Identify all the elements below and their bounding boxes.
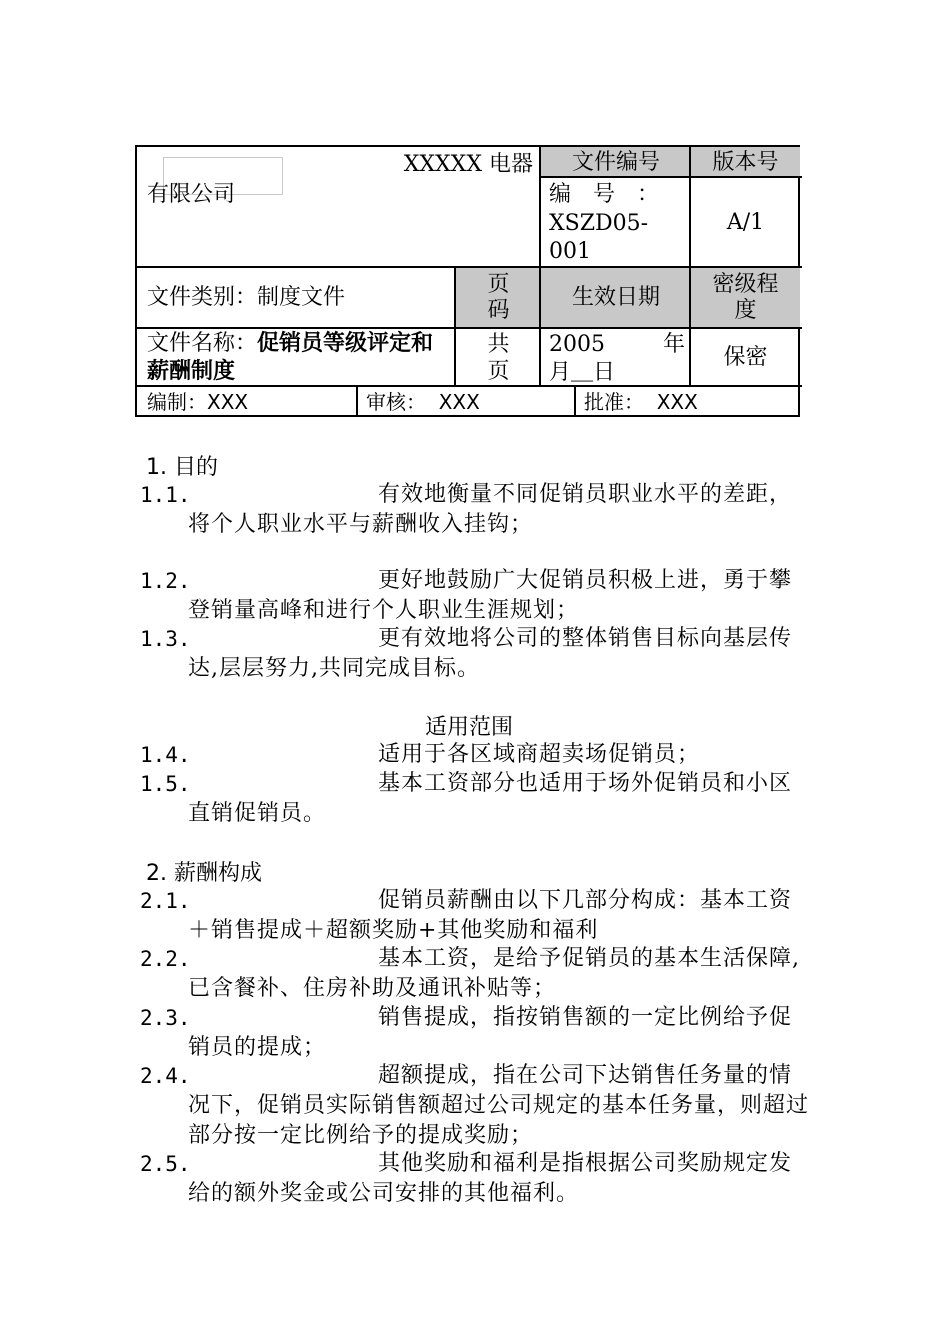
document-name-value: 促销员等级评定和薪酬制度: [147, 331, 434, 384]
list-item: [140, 566, 810, 626]
item-number: 1.5.: [140, 772, 191, 796]
item-text: 基本工资部分也适用于场外促销员和小区直销促销员。: [188, 771, 793, 826]
item-number: 2.4.: [140, 1064, 191, 1088]
prepared-by: 编制：XXX: [147, 390, 249, 414]
list-item: [140, 1003, 810, 1063]
total-pages: 共页: [487, 332, 510, 384]
item-text: 超额提成，指在公司下达销售任务量的情况下，促销员实际销售额超过公司规定的基本任务量，则超过部分按一定比例给予的提成奖励；: [188, 1063, 810, 1148]
item-text: 有效地衡量不同促销员职业水平的差距，将个人职业水平与薪酬收入挂钩；: [188, 482, 793, 537]
list-item: [140, 740, 810, 770]
item-text: 基本工资，是给予促销员的基本生活保障,已含餐补、住房补助及通讯补贴等；: [188, 946, 800, 1001]
item-number: 2.3.: [140, 1006, 191, 1030]
list-item: [140, 769, 810, 829]
section-title: 1. 目的: [146, 455, 218, 480]
page-label: 页码: [456, 268, 541, 327]
approved-by: 批准： XXX: [584, 390, 698, 414]
company-name-line1: XXXXX 电器: [403, 152, 533, 177]
security-level-header: 密级程度: [691, 268, 800, 327]
doc-number-label: 编 号 ：: [549, 182, 660, 207]
effective-date-value: 2005 年月＿日: [549, 332, 685, 385]
item-number: 1.3.: [140, 627, 191, 651]
item-text: 更好地鼓励广大促销员积极上进，勇于攀登销量高峰和进行个人职业生涯规划；: [188, 568, 793, 623]
version-header: 版本号: [691, 147, 800, 178]
divider: [574, 385, 576, 417]
divider: [356, 385, 358, 417]
effective-date-header: 生效日期: [541, 268, 691, 327]
list-item: [140, 1061, 810, 1151]
item-text: 其他奖励和福利是指根据公司奖励规定发给的额外奖金或公司安排的其他福利。: [188, 1151, 793, 1206]
list-item: [140, 624, 810, 684]
divider: [137, 385, 802, 387]
item-text: 销售提成，指按销售额的一定比例给予促销员的提成；: [188, 1005, 793, 1060]
document-header-table: [135, 145, 800, 417]
list-item: [140, 944, 810, 1004]
list-item: [140, 480, 810, 540]
item-text: 适用于各区域商超卖场促销员；: [378, 742, 701, 767]
section-title: 2. 薪酬构成: [146, 861, 262, 886]
item-number: 2.5.: [140, 1152, 191, 1176]
doc-number-header: 文件编号: [541, 147, 691, 178]
divider: [137, 327, 802, 329]
list-item: [140, 1149, 810, 1209]
document-name-label: 文件名称：: [147, 331, 258, 356]
reviewed-by: 审核： XXX: [366, 390, 480, 414]
item-text: 更有效地将公司的整体销售目标向基层传达,层层努力,共同完成目标。: [188, 626, 793, 681]
section-title: 适用范围: [425, 715, 514, 740]
doc-number-value: XSZD05-001: [549, 211, 649, 264]
item-number: 2.2.: [140, 947, 191, 971]
document-category: 文件类别：制度文件: [147, 284, 346, 310]
divider: [137, 266, 802, 268]
divider: [539, 176, 802, 178]
company-name-line2: 有限公司: [147, 182, 236, 207]
security-level-value: 保密: [723, 345, 768, 370]
list-item: [140, 886, 810, 946]
document-name: [147, 330, 452, 386]
item-text: 促销员薪酬由以下几部分构成：基本工资＋销售提成＋超额奖励+其他奖励和福利: [188, 888, 793, 943]
item-number: 1.1.: [140, 483, 191, 507]
item-number: 2.1.: [140, 889, 191, 913]
version-value: A/1: [726, 210, 765, 235]
item-number: 1.2.: [140, 569, 191, 593]
item-number: 1.4.: [140, 743, 191, 767]
